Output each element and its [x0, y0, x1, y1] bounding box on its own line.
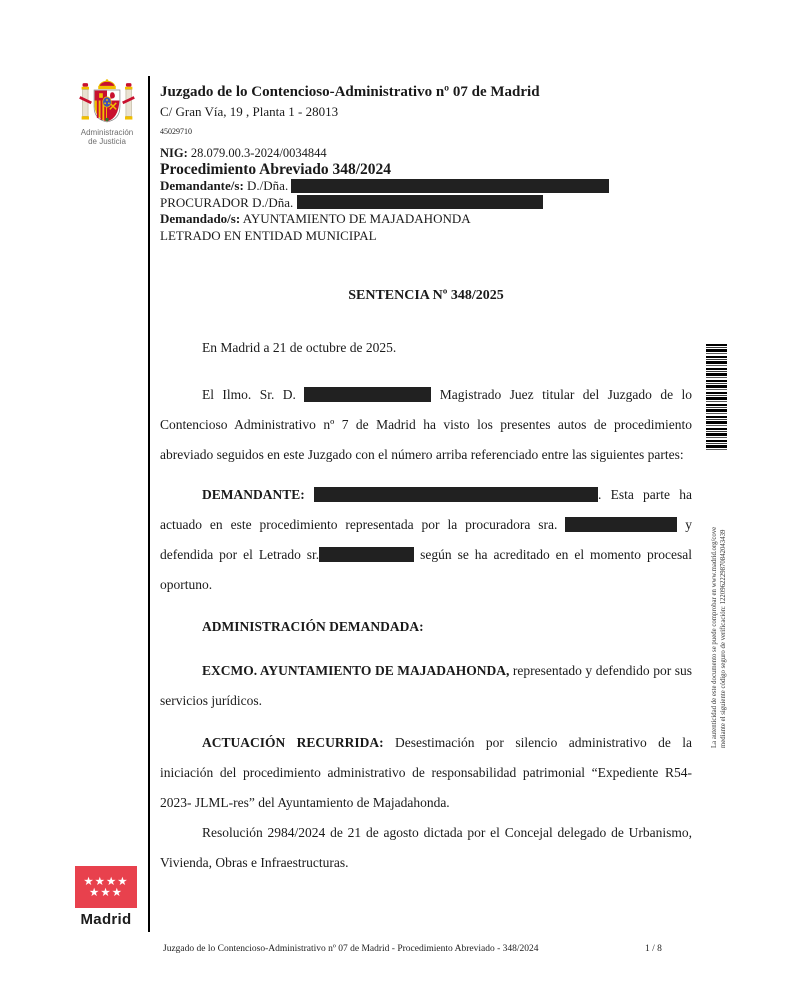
verification-line2: mediante el siguiente código seguro de verificación: 1220962229870842043439	[719, 529, 727, 748]
demandante-line	[160, 178, 692, 195]
demandante-label: Demandante/s:	[160, 178, 244, 193]
judge-text-suffix: Magistrado Juez titular del Juzgado de lo Contencioso Administrativo nº 7 de Madrid ha visto los presentes autos de procedimiento abreviado seguidos en este Juzgado con el número arriba referenciado entre las siguientes partes:	[160, 387, 692, 462]
date-line: En Madrid a 21 de octubre de 2025.	[202, 340, 397, 355]
court-address: C/ Gran Vía, 19 , Planta 1 - 28013	[160, 104, 339, 119]
excmo-bold: EXCMO. AYUNTAMIENTO DE MAJADAHONDA,	[202, 663, 510, 678]
demandado-value: AYUNTAMIENTO DE MAJADAHONDA	[240, 211, 471, 226]
madrid-stars-row2: ★★★	[89, 886, 123, 899]
court-title: Juzgado de lo Contencioso-Administrativo nº 07 de Madrid	[160, 84, 540, 100]
redaction-box	[565, 517, 677, 532]
justice-logo-caption-line2: de Justicia	[88, 137, 126, 146]
demandante-seg3: y defendida por el Letrado sr.	[160, 517, 692, 562]
coat-of-arms-icon	[79, 78, 135, 126]
letrado-line: LETRADO EN ENTIDAD MUNICIPAL	[160, 227, 377, 243]
demandado-label: Demandado/s:	[160, 211, 241, 226]
excmo-paragraph	[160, 656, 692, 716]
demandado-line	[160, 211, 692, 228]
nig-label: NIG:	[160, 146, 188, 160]
document-content	[160, 84, 692, 878]
madrid-flag-icon	[75, 866, 137, 908]
resolucion-paragraph: Resolución 2984/2024 de 21 de agosto dictada por el Concejal delegado de Urbanismo, Vivienda, Obras e Infraestructuras.	[160, 825, 692, 870]
page-number: 1 / 8	[645, 944, 662, 954]
left-margin-rule	[148, 76, 150, 932]
judge-paragraph	[160, 380, 692, 470]
demandante-seg4: según se ha acreditado en el momento procesal oportuno.	[160, 547, 692, 592]
verification-barcode	[706, 344, 727, 451]
admin-heading	[160, 612, 692, 642]
demandante-heading: DEMANDANTE:	[202, 487, 314, 502]
judge-text-prefix: El Ilmo. Sr. D.	[202, 387, 305, 402]
footer-text: Juzgado de lo Contencioso-Administrativo nº 07 de Madrid - Procedimiento Abreviado - 348/2024	[163, 944, 539, 954]
demandante-prefix: D./Dña.	[243, 178, 292, 193]
actuacion-bold: ACTUACIÓN RECURRIDA:	[202, 735, 384, 750]
madrid-logo	[75, 866, 137, 928]
demandante-seg2: . Esta parte ha actuado en este procedimiento representada por la procuradora sra.	[160, 487, 693, 532]
procurador-line	[160, 195, 692, 212]
page-title: SENTENCIA Nº 348/2025	[348, 288, 504, 303]
verification-line1: La autenticidad de este documento se puede comprobar en www.madrid.org/cove	[711, 526, 718, 748]
procedure-title: Procedimiento Abreviado 348/2024	[160, 161, 392, 178]
justice-logo-caption-line1: Administración	[80, 128, 134, 137]
redaction-box	[304, 387, 431, 402]
redaction-box	[291, 179, 609, 193]
nig-line	[160, 146, 692, 160]
nig-value: 28.079.00.3-2024/0034844	[187, 146, 327, 160]
verification-sidebar-text	[711, 452, 730, 748]
redaction-box	[319, 547, 414, 562]
actuacion-rest: Desestimación por silencio administrativo de la iniciación del procedimiento administrativo de responsabilidad patrimonial “Expediente R54-2023- JLML-res” del Ayuntamiento de Majadahonda.	[160, 735, 692, 810]
actuacion-paragraph	[160, 728, 692, 818]
excmo-rest: representado y defendido por sus servicios jurídicos.	[160, 663, 692, 708]
procurador-prefix: PROCURADOR D./Dña.	[160, 194, 297, 210]
document-code: 45029710	[160, 127, 192, 136]
madrid-logo-label: Madrid	[80, 911, 132, 928]
admin-heading-text: ADMINISTRACIÓN DEMANDADA:	[202, 619, 424, 634]
redaction-box	[297, 195, 543, 209]
demandante-paragraph	[160, 480, 692, 600]
justice-administration-logo	[72, 78, 142, 146]
redaction-box	[314, 487, 598, 502]
madrid-stars-row1: ★★★★	[83, 875, 129, 888]
